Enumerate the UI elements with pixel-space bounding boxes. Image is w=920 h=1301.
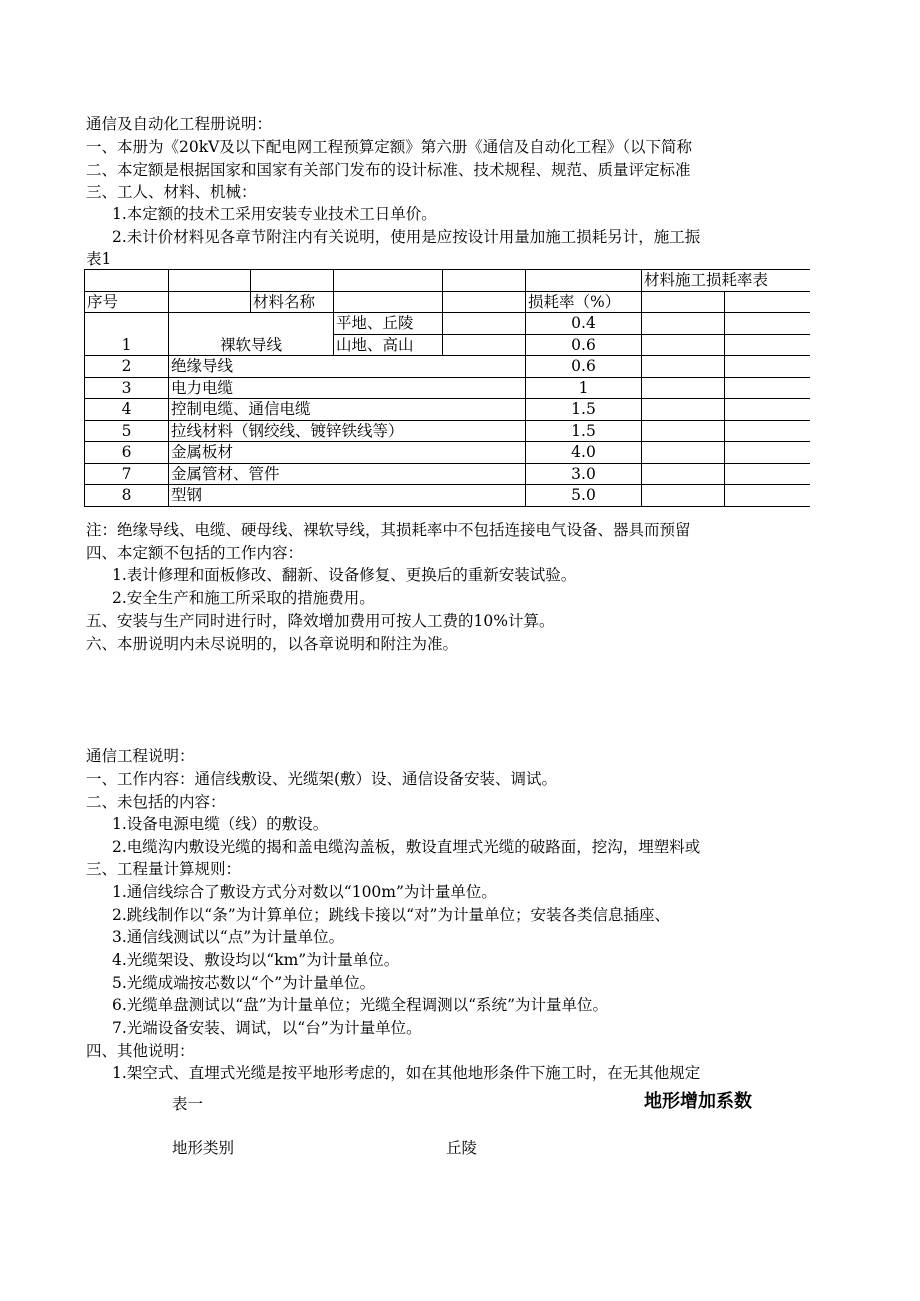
- header-name: 材料名称: [251, 291, 334, 313]
- row-index: 7: [85, 463, 169, 485]
- paragraph: 2.安全生产和施工所采取的措施费用。: [112, 589, 375, 607]
- row-index: 8: [85, 485, 169, 507]
- paragraph: 一、工作内容：通信线敷设、光缆架(敷）设、通信设备安装、调试。: [86, 770, 558, 788]
- header-index: 序号: [85, 291, 169, 313]
- terrain-table-title: 地形增加系数: [644, 1091, 752, 1112]
- row-rate: 3.0: [526, 463, 642, 485]
- table-row: [85, 356, 811, 378]
- paragraph: 1.表计修理和面板修改、翻新、设备修复、更换后的重新安装试验。: [112, 566, 577, 584]
- row-rate: 5.0: [526, 485, 642, 507]
- paragraph: 1.架空式、直埋式光缆是按平地形考虑的，如在其他地形条件下施工时，在无其他规定: [112, 1064, 701, 1082]
- paragraph: 2.电缆沟内敷设光缆的揭和盖电缆沟盖板，敷设直埋式光缆的破路面，挖沟，埋塑料或: [112, 838, 701, 856]
- table-row: [85, 442, 811, 464]
- terrain-table-caption: 表一: [172, 1095, 204, 1113]
- paragraph: 3.通信线测试以“点”为计量单位。: [112, 928, 345, 946]
- section-title: 通信及自动化工程册说明：: [86, 115, 273, 133]
- paragraph: 7.光端设备安装、调试，以“台”为计量单位。: [112, 1019, 422, 1037]
- paragraph: 六、本册说明内未尽说明的，以各章说明和附注为准。: [86, 635, 459, 653]
- row-name: 裸软导线: [169, 313, 334, 356]
- paragraph: 1.本定额的技术工采用安装专业技术工日单价。: [112, 205, 437, 223]
- paragraph: 一、本册为《20kV及以下配电网工程预算定额》第六册《通信及自动化工程》（以下简称: [86, 138, 693, 156]
- paragraph: 2.未计价材料见各章节附注内有关说明，使用是应按设计用量加施工损耗另计，施工振: [112, 228, 701, 246]
- row-terrain: 平地、丘陵: [334, 313, 443, 335]
- row-index: 2: [85, 356, 169, 378]
- row-index: 1: [85, 313, 169, 356]
- paragraph: 二、未包括的内容：: [86, 793, 226, 811]
- table-row: [85, 485, 811, 507]
- table-row: [85, 270, 811, 292]
- row-rate: 0.4: [526, 313, 642, 335]
- row-name: 控制电缆、通信电缆: [169, 399, 526, 421]
- paragraph: 三、工人、材料、机械：: [86, 183, 257, 201]
- row-rate: 0.6: [526, 356, 642, 378]
- paragraph: 二、本定额是根据国家和国家有关部门发布的设计标准、技术规程、规范、质量评定标准: [86, 161, 691, 179]
- row-index: 5: [85, 420, 169, 442]
- paragraph: 五、安装与生产同时进行时，降效增加费用可按人工费的10%计算。: [86, 612, 555, 630]
- terrain-col-hill: 丘陵: [446, 1139, 478, 1157]
- paragraph: 5.光缆成端按芯数以“个”为计量单位。: [112, 974, 376, 992]
- row-name: 拉线材料（钢绞线、镀锌铁线等）: [169, 420, 526, 442]
- paragraph: 1.通信线综合了敷设方式分对数以“100m”为计量单位。: [112, 883, 497, 901]
- terrain-col-label: 地形类别: [172, 1139, 235, 1157]
- row-rate: 4.0: [526, 442, 642, 464]
- row-index: 6: [85, 442, 169, 464]
- paragraph: 6.光缆单盘测试以“盘”为计量单位；光缆全程调测以“系统”为计量单位。: [112, 996, 608, 1014]
- row-rate: 1.5: [526, 399, 642, 421]
- table-row: [85, 399, 811, 421]
- paragraph: 4.光缆架设、敷设均以“km”为计量单位。: [112, 951, 400, 969]
- table-title: 材料施工损耗率表: [642, 270, 811, 292]
- header-rate: 损耗率（%）: [526, 291, 642, 313]
- paragraph: 三、工程量计算规则：: [86, 860, 242, 878]
- row-index: 3: [85, 377, 169, 399]
- loss-rate-table: [84, 269, 811, 507]
- paragraph: 四、其他说明：: [86, 1042, 195, 1060]
- table-note: 注：绝缘导线、电缆、硬母线、裸软导线，其损耗率中不包括连接电气设备、器具而预留: [86, 521, 691, 539]
- table-row: [85, 463, 811, 485]
- table-header-row: [85, 291, 811, 313]
- table-row: [85, 377, 811, 399]
- table-clip-mask: [810, 269, 816, 521]
- row-index: 4: [85, 399, 169, 421]
- row-name: 金属管材、管件: [169, 463, 526, 485]
- paragraph: 2.跳线制作以“条”为计算单位；跳线卡接以“对”为计量单位；安装各类信息插座、: [112, 906, 670, 924]
- row-name: 金属板材: [169, 442, 526, 464]
- row-name: 型钢: [169, 485, 526, 507]
- row-rate: 0.6: [526, 334, 642, 356]
- row-name: 电力电缆: [169, 377, 526, 399]
- row-rate: 1: [526, 377, 642, 399]
- table-row: [85, 313, 811, 335]
- table-row: [85, 420, 811, 442]
- row-name: 绝缘导线: [169, 356, 526, 378]
- row-terrain: 山地、高山: [334, 334, 443, 356]
- table-label: 表1: [86, 250, 112, 268]
- paragraph: 四、本定额不包括的工作内容：: [86, 544, 304, 562]
- section-title: 通信工程说明：: [86, 747, 195, 765]
- paragraph: 1.设备电源电缆（线）的敷设。: [112, 815, 329, 833]
- row-rate: 1.5: [526, 420, 642, 442]
